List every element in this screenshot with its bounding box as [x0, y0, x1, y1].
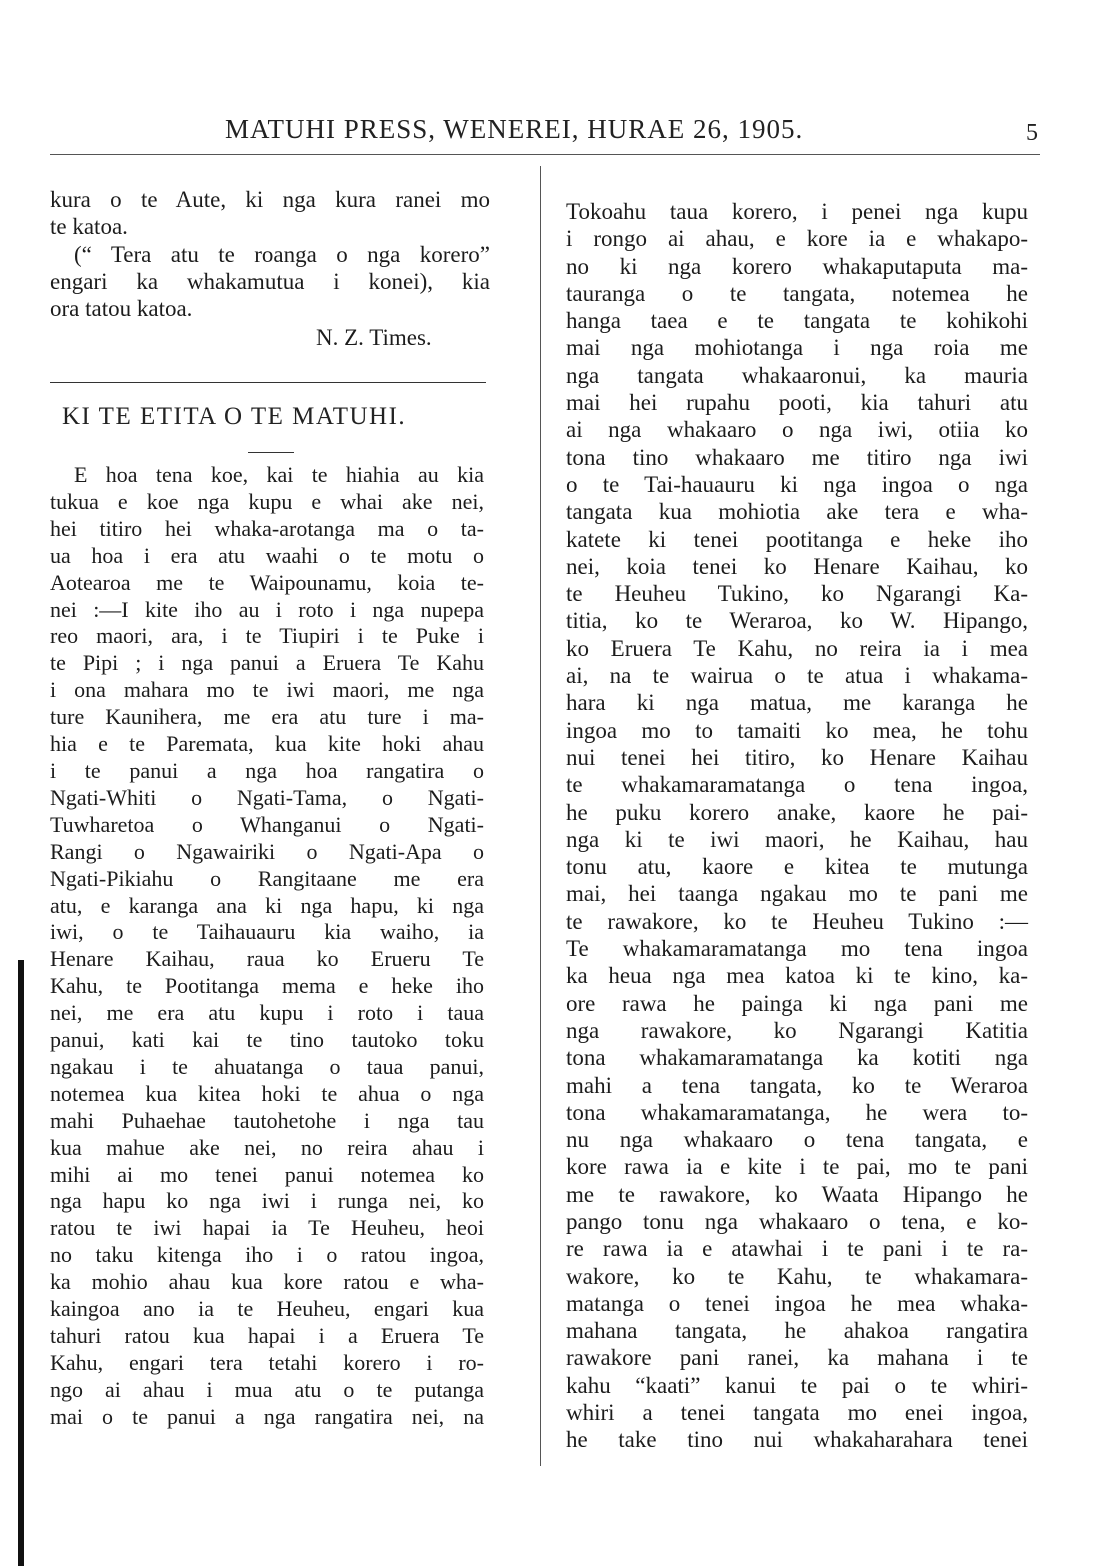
- text-line: te whakamaramatanga o tena ingoa,: [566, 772, 1028, 798]
- text-line: nui tenei hei titiro, ko Henare Kaihau: [566, 744, 1028, 770]
- text-line: kahu “kaati” kanui te pai o te whiri-: [566, 1372, 1028, 1398]
- text-line: ngakau i te ahuatanga o taua panui,: [50, 1053, 484, 1079]
- text-line: ingoa mo to tamaiti ko mea, he tohu: [566, 717, 1028, 743]
- text-line: hara ki nga matua, me karanga he: [566, 690, 1028, 716]
- text-line: tangata kua mohiotia ake tera e wha-: [566, 499, 1028, 525]
- letter-body-left: [50, 462, 484, 1431]
- text-line: he puku korero anake, kaore he pai-: [566, 799, 1028, 825]
- text-line: mihi ai mo tenei panui notemea ko: [50, 1161, 484, 1187]
- text-line: panui, kati kai te tino tautoko toku: [50, 1027, 484, 1053]
- title-underline: [248, 452, 294, 453]
- text-line: (“ Tera atu te roanga o nga korero”: [74, 241, 490, 267]
- text-line: Te whakamaramatanga mo tena ingoa: [566, 936, 1028, 962]
- text-line: Kahu, engari tera tetahi korero i ro-: [50, 1349, 484, 1375]
- text-line: tahuri ratou kua hapai i a Eruera Te: [50, 1323, 484, 1348]
- text-line: te Heuheu Tukino, ko Ngarangi Ka-: [566, 581, 1028, 607]
- text-line: re rawa ia e atawhai i te pani i te ra-: [566, 1236, 1028, 1262]
- text-line: nga rawakore, ko Ngarangi Katitia: [566, 1017, 1028, 1043]
- text-line: nei :—I kite iho au i roto i nga nupepa: [50, 596, 484, 622]
- text-line: kua mahue ake nei, no reira ahau i: [50, 1134, 484, 1160]
- text-line: mahana tangata, he ahakoa rangatira: [566, 1318, 1028, 1344]
- text-line: engari ka whakamutua i konei), kia: [50, 268, 490, 294]
- text-line: tona whakamaramatanga, he wera to-: [566, 1099, 1028, 1125]
- text-line: mahi Puhaehae tautohetohe i nga tau: [50, 1107, 484, 1133]
- text-line: notemea kua kitea hoki te ahua o nga: [50, 1080, 484, 1106]
- text-line: tonu atu, kaore e kitea te mutunga: [566, 854, 1028, 880]
- text-line: nga tangata whakaaronui, ka mauria: [566, 362, 1028, 388]
- text-line: he take tino nui whakaharahara tenei: [566, 1427, 1028, 1453]
- text-line: Henare Kaihau, raua ko Erueru Te: [50, 946, 484, 972]
- text-line: E hoa tena koe, kai te hiahia au kia: [74, 462, 484, 487]
- section-rule: [50, 382, 486, 383]
- text-line: ka mohio ahau kua kore ratou e wha-: [50, 1269, 484, 1295]
- text-line: te Pipi ; i nga panui a Eruera Te Kahu: [50, 650, 484, 676]
- text-line: i ona mahara mo te iwi maori, me nga: [50, 677, 484, 703]
- text-line: mai o te panui a nga rangatira nei, na: [50, 1403, 484, 1429]
- text-line: katete ki tenei pootitanga e heke iho: [566, 526, 1028, 552]
- text-line: nu nga whakaaro o tena tangata, e: [566, 1127, 1028, 1153]
- text-line: whiri a tenei tangata mo enei ingoa,: [566, 1400, 1028, 1426]
- text-line: i rongo ai ahau, e kore ia e whakapo-: [566, 226, 1028, 252]
- text-line: hia e te Paremata, kua kite hoki ahau: [50, 731, 484, 757]
- text-line: te katoa.: [50, 214, 128, 240]
- text-line: Ngati-Pikiahu o Rangitaane me era: [50, 865, 484, 891]
- text-line: ai nga whakaaro o nga iwi, otiia ko: [566, 417, 1028, 443]
- text-line: nei, me era atu kupu i roto i taua: [50, 1000, 484, 1026]
- text-line: Kahu, te Pootitanga mema e heke iho: [50, 973, 484, 999]
- text-line: ka heua nga mea katoa ki te kino, ka-: [566, 963, 1028, 989]
- text-line: kore rawa ia e kite i te pai, mo te pani: [566, 1154, 1028, 1180]
- letter-body-right: [566, 198, 1028, 1454]
- text-line: o te Tai-hauauru ki nga ingoa o nga: [566, 471, 1028, 497]
- text-line: hanga taea e te tangata te kohikohi: [566, 308, 1028, 334]
- text-line: tauranga o te tangata, notemea he: [566, 280, 1028, 306]
- text-line: reo maori, ara, i te Tiupiri i te Puke i: [50, 623, 484, 649]
- text-line: mai, hei taanga ngakau mo te pani me: [566, 881, 1028, 907]
- text-line: no ki nga korero whakaputaputa ma-: [566, 253, 1028, 279]
- article-signature: N. Z. Times.: [316, 325, 432, 351]
- page-edge-shadow: [18, 960, 24, 1566]
- text-line: titia, ko te Weraroa, ko W. Hipango,: [566, 608, 1028, 634]
- text-line: iwi, o te Taihauauru kia waiho, ia: [50, 919, 484, 945]
- text-line: me te rawakore, ko Waata Hipango he: [566, 1181, 1028, 1207]
- text-line: tona whakamaramatanga ka kotiti nga: [566, 1045, 1028, 1071]
- text-line: pango tonu nga whakaaro o tena, e ko-: [566, 1208, 1028, 1234]
- text-line: Rangi o Ngawairiki o Ngati-Apa o: [50, 838, 484, 864]
- text-line: ore rawa he painga ki nga pani me: [566, 990, 1028, 1016]
- text-line: nga hapu ko nga iwi i runga nei, ko: [50, 1188, 484, 1214]
- text-line: wakore, ko te Kahu, te whakamara-: [566, 1263, 1028, 1289]
- text-line: rawakore pani ranei, ka mahana i te: [566, 1345, 1028, 1371]
- page-number: 5: [1026, 120, 1038, 146]
- column-divider: [540, 166, 541, 1466]
- text-line: mai hei rupahu pooti, kia tahuri atu: [566, 390, 1028, 416]
- section-title: KI TE ETITA O TE MATUHI.: [62, 403, 407, 430]
- text-line: i te panui a nga hoa rangatira o: [50, 757, 484, 783]
- text-line: mai nga mohiotanga i nga roia me: [566, 335, 1028, 361]
- text-line: ratou te iwi hapai ia Te Heuheu, heoi: [50, 1215, 484, 1241]
- text-line: Ngati-Whiti o Ngati-Tama, o Ngati-: [50, 784, 484, 810]
- text-line: Aotearoa me te Waipounamu, koia te-: [50, 569, 484, 595]
- text-line: tona tino whakaaro me titiro nga iwi: [566, 444, 1028, 470]
- text-line: Tokoahu taua korero, i penei nga kupu: [566, 199, 1028, 224]
- text-line: ai, na te wairua o te atua i whakama-: [566, 663, 1028, 689]
- text-line: ngo ai ahau i mua atu o te putanga: [50, 1376, 484, 1402]
- text-line: tukua e koe nga kupu e whai ake nei,: [50, 488, 484, 514]
- text-line: Tuwharetoa o Whanganui o Ngati-: [50, 811, 484, 837]
- text-line: nei, koia tenei ko Henare Kaihau, ko: [566, 553, 1028, 579]
- text-line: kura o te Aute, ki nga kura ranei mo: [50, 187, 490, 212]
- left-column-continuation: [50, 186, 490, 352]
- text-line: ture Kaunihera, me era atu ture i ma-: [50, 704, 484, 730]
- text-line: no taku kitenga iho i o ratou ingoa,: [50, 1242, 484, 1268]
- text-line: kaingoa ano ia te Heuheu, engari kua: [50, 1296, 484, 1322]
- text-line: ora tatou katoa.: [50, 296, 193, 322]
- text-line: atu, e karanga ana ki nga hapu, ki nga: [50, 892, 484, 918]
- text-line: nga ki te iwi maori, he Kaihau, hau: [566, 826, 1028, 852]
- text-line: matanga o tenei ingoa he mea whaka-: [566, 1290, 1028, 1316]
- text-line: hei titiro hei whaka-arotanga ma o ta-: [50, 515, 484, 541]
- text-line: ko Eruera Te Kahu, no reira ia i mea: [566, 635, 1028, 661]
- text-line: te rawakore, ko te Heuheu Tukino :—: [566, 908, 1028, 934]
- text-line: mahi a tena tangata, ko te Weraroa: [566, 1072, 1028, 1098]
- page-header: [0, 112, 1114, 152]
- text-line: ua hoa i era atu waahi o te motu o: [50, 542, 484, 568]
- header-rule: [50, 154, 1040, 155]
- masthead-title: MATUHI PRESS, WENEREI, HURAE 26, 1905.: [225, 114, 804, 144]
